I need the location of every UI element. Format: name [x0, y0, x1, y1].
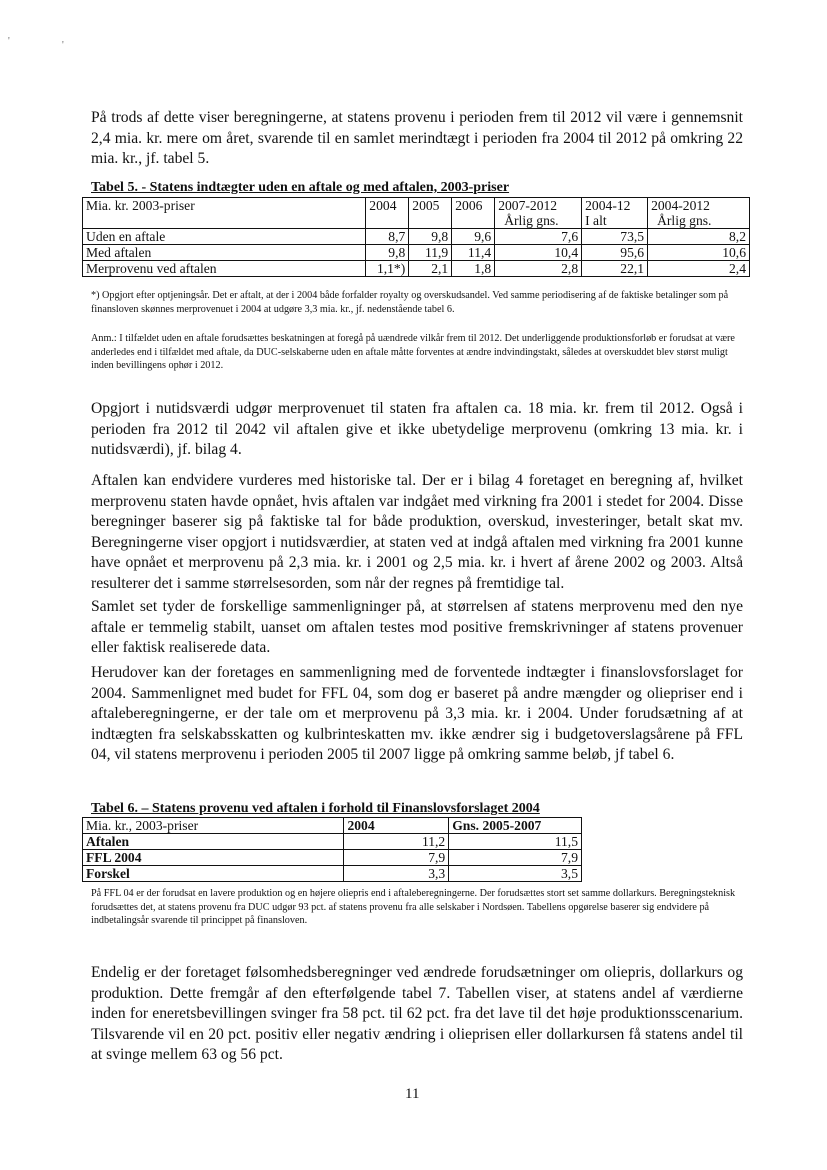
- cell-value: 9,8: [366, 245, 409, 261]
- table5-header-2004-2012-label: 2004-2012: [651, 198, 710, 213]
- table5-header-2004-12-sub: I alt: [585, 213, 607, 228]
- scan-speck: ': [62, 40, 64, 51]
- paragraph-5: Herudover kan der foretages en sammenligning med de forventede indtægter i finanslovsforslaget for 2004. Sammenlignet med budet for FFL 04, som dog er baseret på andre mængder og oliepriser end i aftaleberegningerne, er der tale om et merprovenu på 3,3 mia. kr. i 2004. Under forudsætning af at indtægten fra selskabsskatten og kulbrinteskatten mv. ikke ændrer sig i budgetoverslagsårene på FFL 04, vil statens merprovenu i perioden 2005 til 2007 ligge på omkring samme beløb, jf tabel 6.: [91, 664, 743, 763]
- table5-header-2006: 2006: [452, 198, 495, 229]
- table5-header-2007-2012: [495, 198, 582, 229]
- cell-value: 9,8: [409, 229, 452, 245]
- table5-caption: Tabel 5. - Statens indtægter uden en aftale og med aftalen, 2003-priser: [91, 180, 510, 195]
- table6-header-avg: Gns. 2005-2007: [449, 818, 582, 834]
- table-row: [83, 261, 750, 277]
- table-row: [83, 229, 750, 245]
- table6-header-2004: 2004: [344, 818, 449, 834]
- cell-value: 8,7: [366, 229, 409, 245]
- table5-header-2007-2012-sub: Årlig gns.: [504, 213, 559, 228]
- table5-header-2004-12: [582, 198, 648, 229]
- cell-value: 3,3: [344, 866, 449, 882]
- paragraph-2: Opgjort i nutidsværdi udgør merprovenuet til staten fra aftalen ca. 18 mia. kr. frem til 2012. Også i perioden fra 2012 til 2042 vil aftalen give et ikke ubetydelige merprovenu (omkring 13 mia. kr. i nutidsværdi), jf. bilag 4.: [91, 400, 743, 458]
- table5-header-2004-12-label: 2004-12: [585, 198, 631, 213]
- row-label: Aftalen: [83, 834, 344, 850]
- table5-header-row: [83, 198, 750, 229]
- table6-header-label: Mia. kr., 2003-priser: [83, 818, 344, 834]
- row-label: FFL 2004: [83, 850, 344, 866]
- paragraph-4: Samlet set tyder de forskellige sammenligninger på, at størrelsen af statens merprovenu med den nye aftale er temmelig stabilt, uanset om aftalen testes mod positive fremskrivninger af statens provenuer eller faktisk realiserede data.: [91, 598, 743, 656]
- cell-value: 10,6: [648, 245, 750, 261]
- cell-value: 7,9: [449, 850, 582, 866]
- cell-value: 2,1: [409, 261, 452, 277]
- scan-speck: ': [8, 36, 10, 47]
- table-row: [83, 834, 582, 850]
- page-number: 11: [405, 1086, 420, 1102]
- table5-header-2004-2012: [648, 198, 750, 229]
- row-label: Forskel: [83, 866, 344, 882]
- table5-footnote: *) Opgjort efter optjeningsår. Det er aftalt, at der i 2004 både forfalder royalty og overskudsandel. Ved samme periodisering af de faktiske betalinger som på finansloven skønnes merprovenuet i 2004 at udgøre 3,3 mia. kr., jf. nedenstående tabel 6.: [91, 290, 729, 315]
- cell-value: 11,4: [452, 245, 495, 261]
- table5-header-2007-2012-label: 2007-2012: [498, 198, 558, 213]
- table-row: [83, 850, 582, 866]
- table5-header-2004: 2004: [366, 198, 409, 229]
- table6-header-row: [83, 818, 582, 834]
- row-label: Med aftalen: [83, 245, 366, 261]
- cell-value: 3,5: [449, 866, 582, 882]
- cell-value: 7,9: [344, 850, 449, 866]
- cell-value: 2,4: [648, 261, 750, 277]
- cell-value: 9,6: [452, 229, 495, 245]
- cell-value: 11,9: [409, 245, 452, 261]
- cell-value: 10,4: [495, 245, 582, 261]
- table6-caption: Tabel 6. – Statens provenu ved aftalen i forhold til Finanslovsforslaget 2004: [91, 801, 540, 816]
- cell-value: 73,5: [582, 229, 648, 245]
- table6-note: På FFL 04 er der forudsat en lavere produktion og en højere oliepris end i aftaleberegningerne. Der forudsættes stort set samme dollarkurs. Beregningsteknisk forudsættes det, at statens provenu fra DUC udgør 93 pct. af statens provenu fra alle selskaber i Nordsøen. Tabellens opgørelse baserer sig endvidere på indbetalingsår svarende til princippet på finansloven.: [91, 888, 736, 926]
- cell-value: 11,5: [449, 834, 582, 850]
- paragraph-6: Endelig er der foretaget følsomhedsberegninger ved ændrede forudsætninger om oliepris, dollarkurs og produktion. Dette fremgår af den efterfølgende tabel 7. Tabellen viser, at statens andel af værdierne inden for eneretsbevillingen svinger fra 58 pct. til 62 pct. fra det lave til det høje produktionsscenarium. Tilsvarende vil en 20 pct. positiv eller negativ ændring i olieprisen eller dollarkursen få statens andel til at svinge mellem 63 og 56 pct.: [91, 964, 743, 1063]
- table5: [82, 197, 750, 277]
- cell-value: 22,1: [582, 261, 648, 277]
- cell-value: 7,6: [495, 229, 582, 245]
- cell-value: 11,2: [344, 834, 449, 850]
- table6: [82, 817, 582, 882]
- table-row: [83, 866, 582, 882]
- row-label: Uden en aftale: [83, 229, 366, 245]
- table5-header-2004-2012-sub: Årlig gns.: [657, 213, 712, 228]
- row-label: Merprovenu ved aftalen: [83, 261, 366, 277]
- cell-value: 95,6: [582, 245, 648, 261]
- table5-note: Anm.: I tilfældet uden en aftale forudsættes beskatningen at foregå på uændrede vilkår frem til 2012. Det underliggende produktionsforløb er forudsat at være anderledes end i tilfældet med aftale, da DUC-selskaberne uden en aftale måtte forventes at ændre indvindingstakt, således at overskuddet blev størst muligt inden bevillingens ophør i 2012.: [91, 333, 735, 371]
- table-row: [83, 245, 750, 261]
- paragraph-3: Aftalen kan endvidere vurderes med historiske tal. Der er i bilag 4 foretaget en beregning af, hvilket merprovenu staten havde opnået, hvis aftalen var indgået med virkning fra 2001 i stedet for 2004. Disse beregninger baserer sig på faktiske tal for både produktion, overskud, investeringer, betalt skat mv. Beregningerne viser opgjort i nutidsværdier, at staten ved at indgå aftalen med virkning fra 2001 kunne have opnået et merprovenu på 2,3 mia. kr. i 2001 og 2,5 mia. kr. i hvert af årene 2002 og 2003. Altså resulterer det i samme størrelsesorden, som når der regnes på fremtidige tal.: [91, 472, 743, 592]
- paragraph-1: På trods af dette viser beregningerne, at statens provenu i perioden frem til 2012 vil være i gennemsnit 2,4 mia. kr. mere om året, svarende til en samlet merindtægt i perioden fra 2004 til 2012 på omkring 22 mia. kr., jf. tabel 5.: [91, 109, 743, 167]
- cell-value: 1,1*): [366, 261, 409, 277]
- cell-value: 1,8: [452, 261, 495, 277]
- cell-value: 2,8: [495, 261, 582, 277]
- table5-header-label: Mia. kr. 2003-priser: [83, 198, 366, 229]
- cell-value: 8,2: [648, 229, 750, 245]
- table5-header-2005: 2005: [409, 198, 452, 229]
